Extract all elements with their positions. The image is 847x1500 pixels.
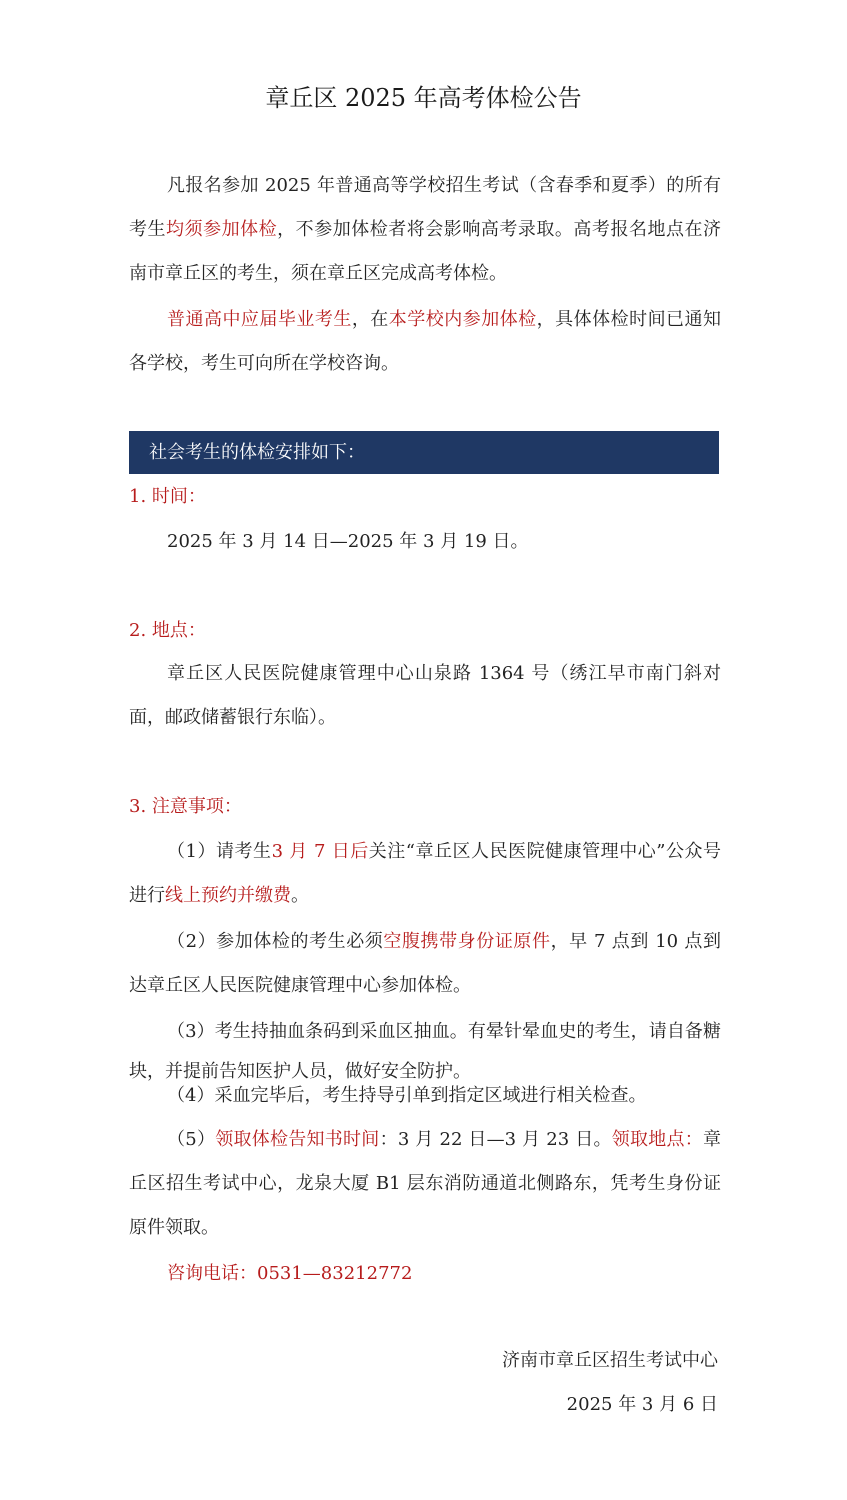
note-2	[129, 920, 721, 1008]
intro-p1-text-b: ，不参加体检者将会影响高考录取。高考报名地点在济南市章丘区的考生，须在章丘区完成高考体检。	[129, 219, 722, 284]
time-heading: 1. 时间：	[129, 486, 206, 507]
note-1-text-c: 。	[291, 885, 309, 906]
note-2-text-a: （2）参加体检的考生必须	[167, 931, 384, 952]
note-5-text-c: 章丘区招生考试中心，龙泉大厦 B1 层东消防通道北侧路东，凭考生身份证原件领取。	[129, 1129, 722, 1238]
intro-p1-text-a: 凡报名参加 2025 年普通高等学校招生考试（含春季和夏季）的所有考生	[129, 175, 721, 240]
contact-phone: 咨询电话：0531—83212772	[167, 1263, 413, 1284]
place-body: 章丘区人民医院健康管理中心山泉路 1364 号（绣江早市南门斜对面，邮政储蓄银行东临）。	[129, 663, 721, 728]
note-5	[129, 1118, 721, 1250]
note-1-text-b: 关注“章丘区人民医院健康管理中心”公众号进行	[129, 841, 721, 906]
intro-p2-text-b: ，具体体检时间已通知各学校，考生可向所在学校咨询。	[129, 309, 722, 374]
notes-heading: 3. 注意事项：	[129, 796, 242, 817]
signature-org: 济南市章丘区招生考试中心	[502, 1350, 718, 1371]
note-5-colon: ：	[684, 1129, 704, 1150]
note-4: （4）采血完毕后，考生持导引单到指定区域进行相关检查。	[167, 1085, 647, 1106]
note-2-highlight: 空腹携带身份证原件	[383, 931, 551, 952]
note-5-highlight-a: 领取体检告知书时间	[215, 1129, 380, 1150]
section-banner: 社会考生的体检安排如下：	[129, 431, 719, 474]
note-1-highlight-a: 3 月 7 日后	[271, 841, 369, 862]
time-body: 2025 年 3 月 14 日—2025 年 3 月 19 日。	[167, 531, 529, 552]
note-3: （3）考生持抽血条码到采血区抽血。有晕针晕血史的考生，请自备糖块，并提前告知医护人员，做好安全防护。	[129, 1021, 721, 1082]
intro-paragraph-1	[129, 164, 721, 296]
page-title: 章丘区 2025 年高考体检公告	[265, 84, 582, 112]
note-5-highlight-b: 领取地点	[611, 1129, 685, 1150]
place-heading: 2. 地点：	[129, 620, 206, 641]
note-5-text-a: （5）	[167, 1129, 216, 1150]
signature-date: 2025 年 3 月 6 日	[566, 1394, 718, 1415]
note-1-text-a: （1）请考生	[167, 841, 272, 862]
intro-p1-highlight: 均须参加体检	[166, 219, 278, 240]
intro-paragraph-2	[129, 298, 721, 386]
intro-p2-highlight-a: 普通高中应届毕业考生	[167, 309, 352, 330]
intro-p2-highlight-b: 本学校内参加体检	[388, 309, 537, 330]
intro-p2-text-a: ，在	[351, 309, 389, 330]
note-1	[129, 830, 721, 918]
note-2-text-b: ，早 7 点到 10 点到达章丘区人民医院健康管理中心参加体检。	[129, 931, 722, 996]
note-1-highlight-b: 线上预约并缴费	[165, 885, 291, 906]
note-5-text-b: ：3 月 22 日—3 月 23 日。	[379, 1129, 612, 1150]
